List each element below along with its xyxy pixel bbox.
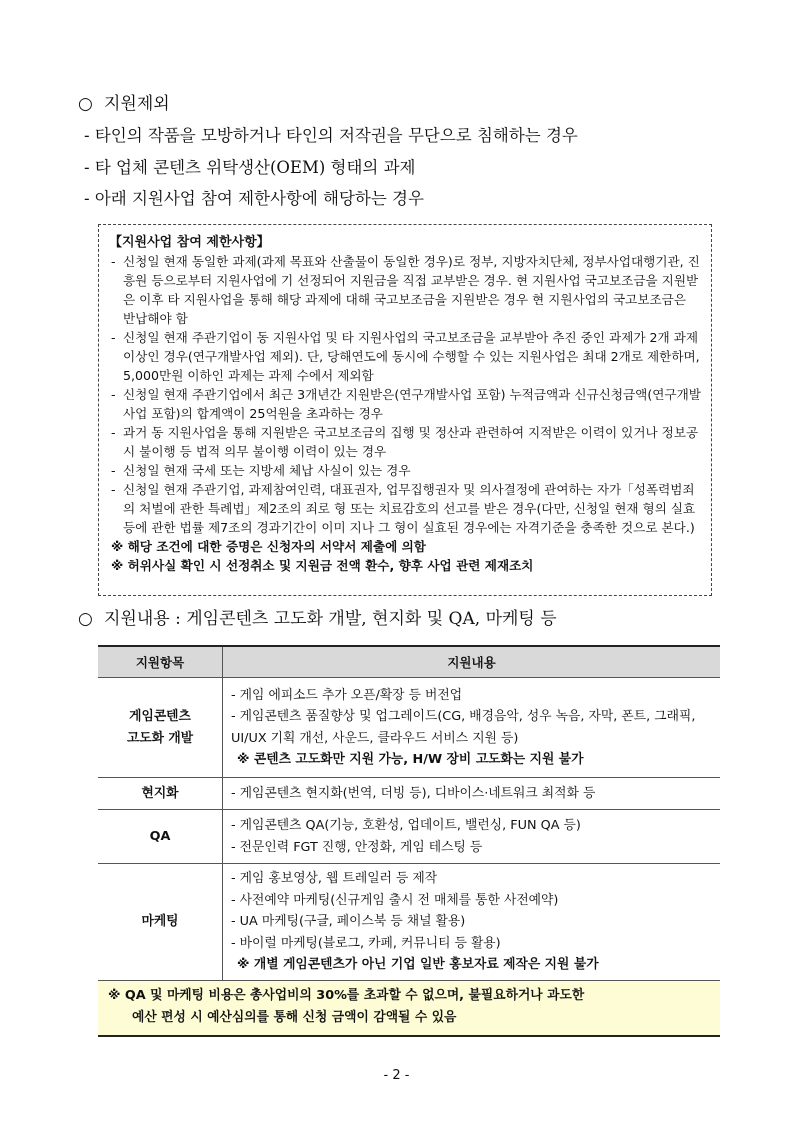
restriction-item: - 신청일 현재 국세 또는 지방세 체납 사실이 있는 경우 — [109, 461, 701, 480]
restriction-list — [109, 252, 701, 537]
restriction-item: - 신청일 현재 주관기업, 과제참여인력, 대표권자, 업무집행권자 및 의사결정에 관여하는 자가「성폭력범죄의 처벌에 관한 특례법」제2조의 죄로 형 또는 치료감호의 선고를 받은 경우(다만, 신청일 현재 형의 실효 등에 관한 법률 제7조의 경과기간이 이미 지나 그 형이 실효된 경우에는 자격기준을 충족한 것으로 본다.) — [109, 480, 701, 537]
footer-line: 예산 편성 시 예산심의를 통해 신청 금액이 감액될 수 있음 — [132, 1009, 457, 1025]
restriction-note: ※ 해당 조건에 대한 증명은 신청자의 서약서 제출에 의함 — [111, 539, 426, 554]
table-cell-content — [223, 864, 721, 981]
circle-bullet-icon: ○ — [78, 94, 93, 114]
section-title: 지원제외 — [104, 94, 170, 114]
table-row — [98, 864, 720, 981]
table-cell-category — [98, 678, 223, 778]
restriction-item: - 신청일 현재 동일한 과제(과제 목표와 산출물이 동일한 경우)로 정부, 지방자치단체, 정부사업대행기관, 진흥원 등으로부터 지원사업에 기 선정되어 지원금을 직접 교부받은 경우. 현 지원사업 국고보조금을 지원받은 이후 타 지원사업을 통해 해당 과제에 대해 국고보조금을 지원받은 경우 현 지원사업의 국고보조금은 반납해야 함 — [109, 252, 701, 328]
restriction-item: - 과거 동 지원사업을 통해 지원받은 국고보조금의 집행 및 정산과 관련하여 지적받은 이력이 있거나 정보공시 불이행 등 법적 의무 불이행 이력이 있는 경우 — [109, 423, 701, 461]
exclusion-item: - 아래 지원사업 참여 제한사항에 해당하는 경우 — [84, 189, 424, 208]
table-row — [98, 678, 720, 778]
content-note: ※ 콘텐츠 고도화만 지원 가능, H/W 장비 고도화는 지원 불가 — [237, 752, 584, 767]
table-cell-content — [223, 810, 721, 864]
table-row — [98, 778, 720, 810]
footer-line: ※ QA 및 마케팅 비용은 총사업비의 30%를 초과할 수 없으며, 불필요하거나 과도한 — [108, 987, 585, 1003]
table-cell-content — [223, 678, 721, 778]
restriction-item: - 신청일 현재 주관기업이 동 지원사업 및 타 지원사업의 국고보조금을 교부받아 추진 중인 과제가 2개 과제 이상인 경우(연구개발사업 제외). 단, 당해연도에 동시에 수행할 수 있는 지원사업은 최대 2개로 제한하며, 5,000만원 이하인 과제는 과제 수에서 제외함 — [109, 328, 701, 385]
table-header-content: 지원내용 — [223, 646, 721, 678]
section-title: 지원내용 : 게임콘텐츠 고도화 개발, 현지화 및 QA, 마케팅 등 — [104, 609, 557, 629]
table-footer-note — [98, 980, 720, 1036]
content-item: - 게임 홍보영상, 웹 트레일러 등 제작 — [231, 871, 438, 886]
content-item: - UA 마케팅(구글, 페이스북 등 채널 활용) — [231, 914, 466, 929]
table-cell-category: 현지화 — [98, 778, 223, 810]
content-item: - 사전예약 마케팅(신규게임 출시 전 매체를 통한 사전예약) — [231, 892, 559, 908]
table-row — [98, 810, 720, 864]
exclusion-item: - 타인의 작품을 모방하거나 타인의 저작권을 무단으로 침해하는 경우 — [84, 126, 578, 145]
table-cell-category: 마케팅 — [98, 864, 223, 981]
content-item: - 게임콘텐츠 품질향상 및 업그레이드(CG, 배경음악, 성우 녹음, 자막, 폰트, 그래픽, UI/UX 기획 개선, 사운드, 클라우드 서비스 지원 등) — [231, 709, 696, 746]
content-item: - 전문인력 FGT 진행, 안정화, 게임 테스팅 등 — [231, 839, 483, 855]
restriction-box-title: 【지원사업 참여 제한사항】 — [109, 235, 270, 250]
support-table — [98, 645, 720, 1037]
table-header-row — [98, 646, 720, 678]
content-item: - 게임 에피소드 추가 오픈/확장 등 버전업 — [231, 687, 463, 703]
restriction-note: ※ 허위사실 확인 시 선정취소 및 지원금 전액 환수, 향후 사업 관련 제재조치 — [111, 558, 534, 573]
section-heading-exclusions — [78, 93, 170, 115]
table-footer-row — [98, 980, 720, 1036]
section-heading-support-content — [78, 608, 557, 630]
table-cell-content — [223, 778, 721, 810]
content-item: - 게임콘텐츠 QA(기능, 호환성, 업데이트, 밸런싱, FUN QA 등) — [231, 818, 581, 833]
page-number: - 2 - — [383, 1068, 410, 1083]
restriction-box — [98, 224, 712, 596]
content-note: ※ 개별 게임콘텐츠가 아닌 기업 일반 홍보자료 제작은 지원 불가 — [237, 957, 599, 972]
category-label: 게임콘텐츠 고도화 개발 — [126, 708, 194, 746]
table-cell-category: QA — [98, 810, 223, 864]
restriction-item: - 신청일 현재 주관기업에서 최근 3개년간 지원받은(연구개발사업 포함) 누적금액과 신규신청금액(연구개발사업 포함)의 합계액이 25억원을 초과하는 경우 — [109, 385, 701, 423]
content-item: - 바이럴 마케팅(블로그, 카페, 커뮤니티 등 활용) — [231, 935, 501, 951]
circle-bullet-icon: ○ — [78, 609, 93, 629]
exclusion-item: - 타 업체 콘텐츠 위탁생산(OEM) 형태의 과제 — [84, 158, 416, 177]
table-header-category: 지원항목 — [98, 646, 223, 678]
content-item: - 게임콘텐츠 현지화(번역, 더빙 등), 디바이스·네트워크 최적화 등 — [231, 785, 596, 801]
